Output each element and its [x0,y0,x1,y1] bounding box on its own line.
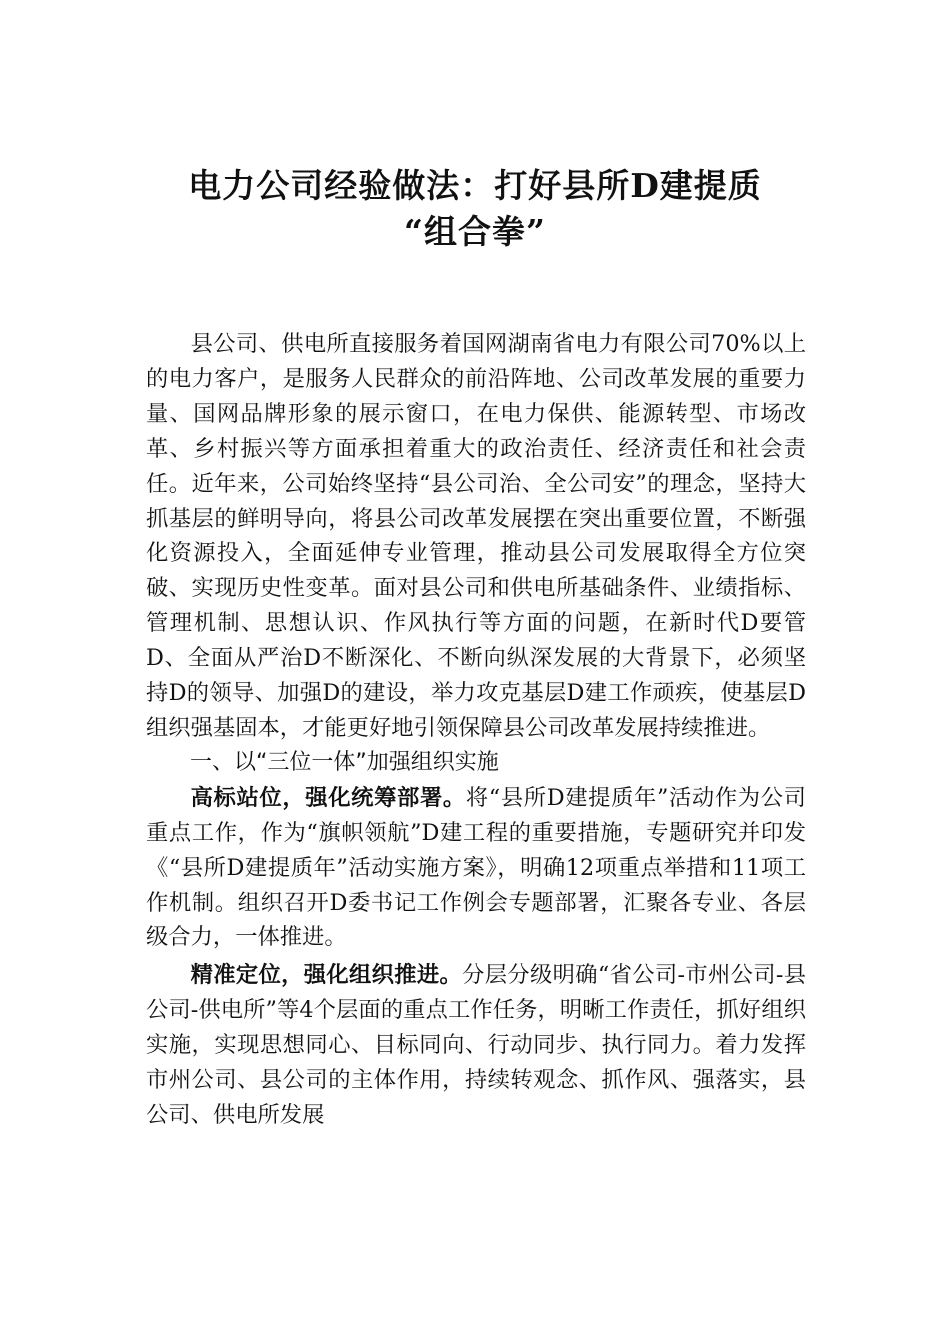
document-title-line-1: 电力公司经验做法：打好县所D建提质 [188,166,762,205]
paragraph-lead: 高标站位，强化统筹部署。 [190,784,466,811]
section-heading: 一、以“三位一体”加强组织实施 [190,749,499,775]
paragraph-text: 县公司、供电所直接服务着国网湖南省电力有限公司70%以上的电力客户，是服务人民群众的前沿阵地、公司改革发展的重要力量、国网品牌形象的展示窗口，在电力保供、能源转型、市场改革、乡村振兴等方面承担着重大的政治责任、经济责任和社会责任。近年来，公司始终坚持“县公司治、全公司安”的理念，坚持大抓基层的鲜明导向，将县公司改革发展摆在突出重要位置，不断强化资源投入，全面延伸专业管理，推动县公司发展取得全方位突破、实现历史性变革。面对县公司和供电所基础条件、业绩指标、管理机制、思想认识、作风执行等方面的问题，在新时代D要管D、全面从严治D不断深化、不断向纵深发展的大背景下，必须坚持D的领导、加强D的建设，举力攻克基层D建工作顽疾，使基层D组织强基固本，才能更好地引领保障县公司改革发展持续推进。 [146,331,806,741]
paragraph-text: 将“县所D建提质年”活动作为公司重点工作，作为“旗帜领航”D建工程的重要措施，专题研究并印发《“县所D建提质年”活动实施方案》，明确12项重点举措和11项工作机制。组织召开D委书记工作例会专题部署，汇聚各专业、各层级合力，一体推进。 [146,784,806,951]
document-body [146,327,806,1133]
body-paragraph [146,958,806,1133]
paragraph-text: 分层分级明确“省公司-市州公司-县公司-供电所”等4个层面的重点工作任务，明晰工作责任，抓好组织实施，实现思想同心、目标同向、行动同步、执行同力。着力发挥市州公司、县公司的主体作用，持续转观念、抓作风、强落实，县公司、供电所发展 [146,962,806,1128]
body-paragraph [146,327,806,746]
paragraph-lead: 精准定位，强化组织推进。 [190,962,463,989]
document-title-line-2: “组合拳” [404,212,546,251]
body-paragraph [146,781,806,956]
